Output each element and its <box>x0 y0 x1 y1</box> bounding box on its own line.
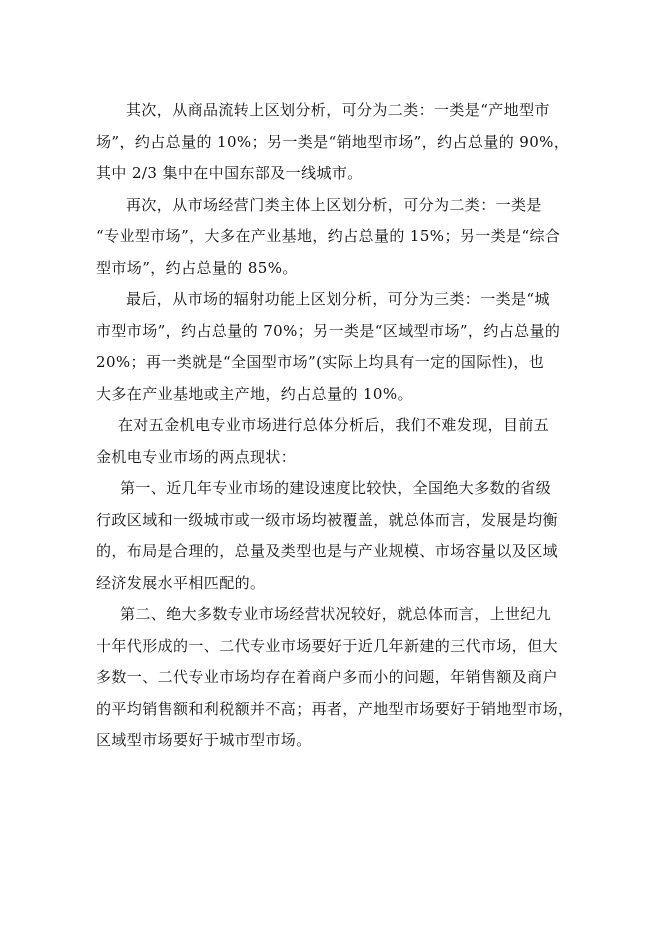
paragraph-line: 行政区域和一级城市或一级市场均被覆盖，就总体而言，发展是均衡 <box>96 510 559 529</box>
paragraph-line: 经济发展水平相匹配的。 <box>96 573 266 592</box>
paragraph-line: 的，布局是合理的，总量及类型也是与产业规模、市场容量以及区域 <box>96 542 559 560</box>
paragraph-line: 场”，约占总量的 10%；另一类是“销地型市场”，约占总量的 90%， <box>96 132 570 151</box>
paragraph-line: 20%；再一类就是“全国型市场”(实际上均具有一定的国际性)，也 <box>96 353 545 371</box>
paragraph-line: 其中 2/3 集中在中国东部及一线城市。 <box>96 164 363 182</box>
paragraph-line: 金机电专业市场的两点现状： <box>96 447 297 466</box>
paragraph-overall-analysis <box>96 410 566 473</box>
paragraph-line: 大多在产业基地或主产地，约占总量的 10%。 <box>96 384 413 403</box>
paragraph-line: “专业型市场”，大多在产业基地，约占总量的 15%；另一类是“综合 <box>96 227 561 245</box>
paragraph-line: 在对五金机电专业市场进行总体分析后，我们不难发现，目前五 <box>118 416 550 434</box>
paragraph-line: 再次，从市场经营门类主体上区划分析，可分为二类：一类是 <box>126 195 542 214</box>
document-body <box>96 95 574 757</box>
paragraph-radiation-function <box>96 284 566 410</box>
paragraph-line: 型市场”，约占总量的 85%。 <box>96 258 298 277</box>
paragraph-status-first <box>96 473 566 599</box>
paragraph-line: 最后，从市场的辐射功能上区划分析，可分为三类：一类是“城 <box>126 290 550 308</box>
paragraph-line: 其次，从商品流转上区划分析，可分为二类：一类是“产地型市 <box>126 101 550 119</box>
paragraph-line: 的平均销售额和利税额并不高；再者，产地型市场要好于销地型市场， <box>96 699 574 718</box>
paragraph-line: 多数一、二代专业市场均存在着商户多而小的问题，年销售额及商户 <box>96 668 559 686</box>
paragraph-line: 市型市场”，约占总量的 70%；另一类是“区域型市场”，约占总量的 <box>96 321 561 340</box>
paragraph-line: 十年代形成的一、二代专业市场要好于近几年新建的三代市场，但大 <box>96 636 559 655</box>
paragraph-line: 第二、绝大多数专业市场经营状况较好，就总体而言，上世纪九 <box>120 605 552 623</box>
paragraph-commodity-circulation <box>96 95 570 190</box>
paragraph-line: 第一、近几年专业市场的建设速度比较快，全国绝大多数的省级 <box>120 479 552 497</box>
paragraph-line: 区域型市场要好于城市型市场。 <box>96 731 312 749</box>
paragraph-status-second <box>96 599 574 757</box>
paragraph-business-category <box>96 190 566 285</box>
